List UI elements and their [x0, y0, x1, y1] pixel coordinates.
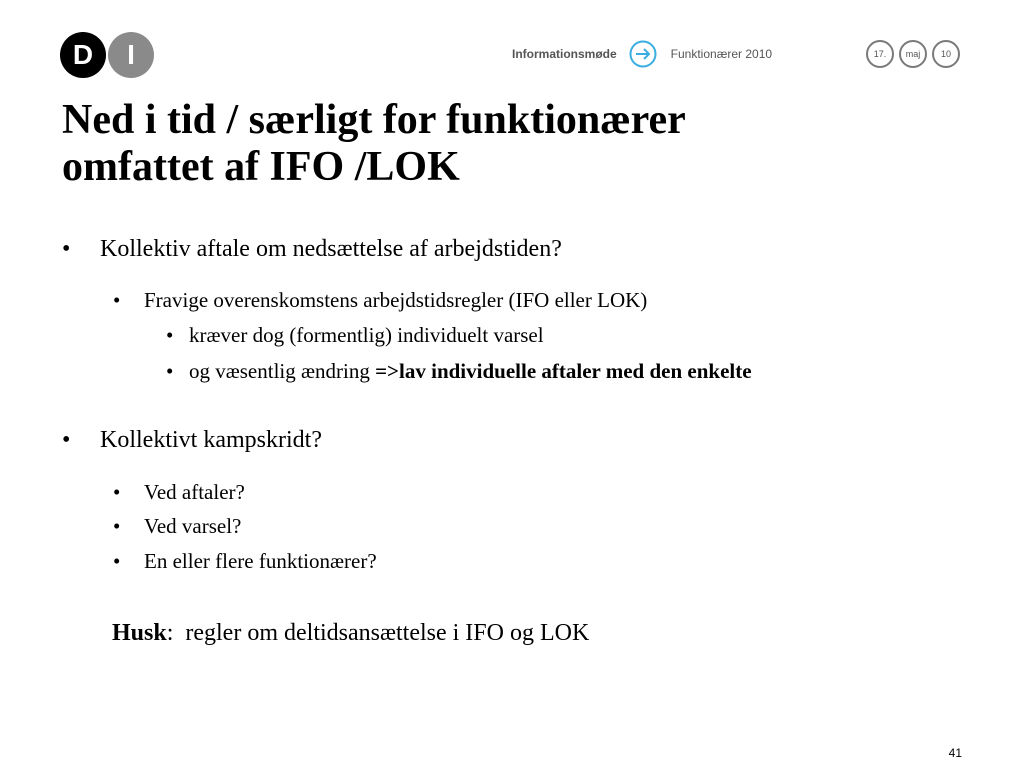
bullet-text: Kollektivt kampskridt?	[100, 427, 322, 453]
date-day: 17.	[866, 40, 894, 68]
sub-sub-bullet-item	[166, 359, 752, 384]
title-line-1: Ned i tid / særligt for funktionærer	[62, 97, 686, 143]
sub-bullet-item	[113, 549, 377, 574]
bullet-text: Ved aftaler?	[144, 480, 245, 504]
title-line-2: omfattet af IFO /LOK	[62, 144, 460, 190]
husk-text: : regler om deltidsansættelse i IFO og LOK	[166, 620, 590, 646]
logo-i-circle: I	[108, 32, 154, 78]
bullet-text: Ved varsel?	[144, 514, 242, 538]
slide-number: 41	[948, 746, 962, 760]
bullet-marker: •	[113, 288, 121, 312]
bullet-text: Fravige overenskomstens arbejdstidsregler (IFO eller LOK)	[144, 288, 648, 312]
bullet-marker: •	[113, 480, 121, 504]
bullet-marker: •	[62, 427, 71, 453]
di-logo	[60, 32, 154, 78]
bullet-text: og væsentlig ændring	[189, 359, 376, 383]
bullet-marker: •	[166, 323, 174, 347]
date-indicator	[866, 40, 960, 68]
bullet-text: kræver dog (formentlig) individuelt varsel	[189, 323, 544, 347]
sub-bullet-item	[113, 514, 241, 539]
sub-bullet-item	[113, 288, 647, 313]
bullet-marker: •	[166, 359, 174, 383]
current-section-label: Informationsmøde	[512, 47, 617, 61]
bullet-item	[62, 427, 322, 454]
sub-sub-bullet-item	[166, 323, 544, 348]
bullet-emphasis: =>lav individuelle aftaler med den enkelte	[375, 359, 752, 383]
husk-label: Husk	[112, 620, 167, 646]
bullet-text: Kollektiv aftale om nedsættelse af arbejdstiden?	[100, 236, 562, 262]
arrow-right-icon	[629, 40, 657, 68]
date-month: maj	[899, 40, 927, 68]
event-label: Funktionærer 2010	[670, 47, 773, 61]
sub-bullet-item	[113, 480, 245, 505]
bullet-marker: •	[113, 549, 121, 573]
bullet-marker: •	[113, 514, 121, 538]
header-navigation	[512, 40, 772, 68]
husk-note	[112, 620, 589, 647]
date-year: 10	[932, 40, 960, 68]
bullet-item	[62, 236, 562, 263]
logo-d-circle: D	[60, 32, 106, 78]
bullet-text: En eller flere funktionærer?	[144, 549, 377, 573]
bullet-marker: •	[62, 236, 71, 262]
slide-title	[62, 97, 962, 191]
